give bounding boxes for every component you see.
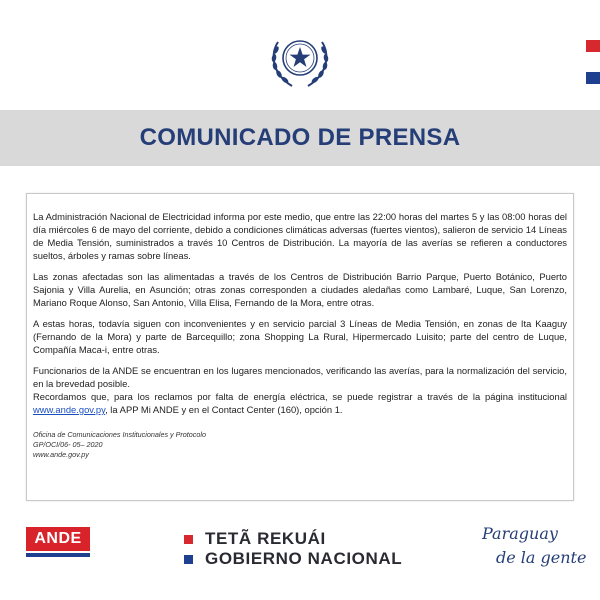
paragraph-4: Funcionarios de la ANDE se encuentran en los lugares mencionados, verificando las averías, para la normalización del servicio, en la brevedad posible. [33,365,567,389]
flag-blue-tick [586,72,600,84]
gobierno-nacional-logo [184,529,402,569]
national-seal-icon [264,24,336,96]
ande-logo-text: ANDE [26,527,90,551]
signature-website: www.ande.gov.py [33,450,89,459]
paragraph-1: La Administración Nacional de Electricidad informa por este medio, que entre las 22:00 horas del martes 5 y las 08:00 horas del día miércoles 6 de mayo del corriente, debido a condiciones climáticas adversas (fuertes vientos), salieron de servicio 14 Líneas de Media Tensión, suministrados a través 10 Centros de Distribución. La mayoría de las averías se refieren a conductores sueltos, árboles y ramas sobre líneas. [33,211,567,261]
gob-line-2: GOBIERNO NACIONAL [205,549,403,568]
closing-text-before: Recordamos que, para los reclamos por falta de energía eléctrica, se puede registrar a través de la página institucional [33,391,567,402]
blue-square-icon [184,555,193,564]
pyg-line-2: de la gente [496,548,587,567]
title-band [0,110,600,166]
press-release-body [26,193,574,501]
red-square-icon [184,535,193,544]
paragraph-3: A estas horas, todavía siguen con inconvenientes y en servicio parcial 3 Líneas de Media Tensión, en zonas de Ita Kaaguy (Fernando de la Mora) y parte de Barcequillo; zona Shopping La Rural, Hipermercado Luisito; parte del centro de Luque, Compañía Maca-i, entre otras. [33,318,567,355]
signature-office: Oficina de Comunicaciones Institucionales y Protocolo [33,430,206,439]
ande-logo-bar [26,553,90,557]
paraguay-de-la-gente-logo [478,521,587,571]
signature-block [33,430,567,460]
ande-logo [26,527,90,559]
flag-red-tick [586,40,600,52]
pyg-line-1: Paraguay [482,524,558,543]
star-icon [290,47,311,67]
closing-text-after: , la APP Mi ANDE y en el Contact Center (160), opción 1. [105,404,343,415]
page-title: COMUNICADO DE PRENSA [139,124,461,151]
signature-reference: GP/OCI/06- 05– 2020 [33,440,103,449]
paragraph-2: Las zonas afectadas son las alimentadas a través de los Centros de Distribución Barrio Parque, Puerto Botánico, Puerto Sajonia y Villa Aurelia, en Asunción; otras zonas corresponden a ciudades aledañas como Lambaré, Luque, San Lorenzo, Mariano Roque Alonso, San Antonio, Villa Elisa, Fernando de la Mora, entre otras. [33,271,567,308]
gob-line-1: TETÃ REKUÁI [205,529,326,548]
ande-website-link[interactable]: www.ande.gov.py [33,404,106,415]
paragraph-5 [33,390,567,416]
